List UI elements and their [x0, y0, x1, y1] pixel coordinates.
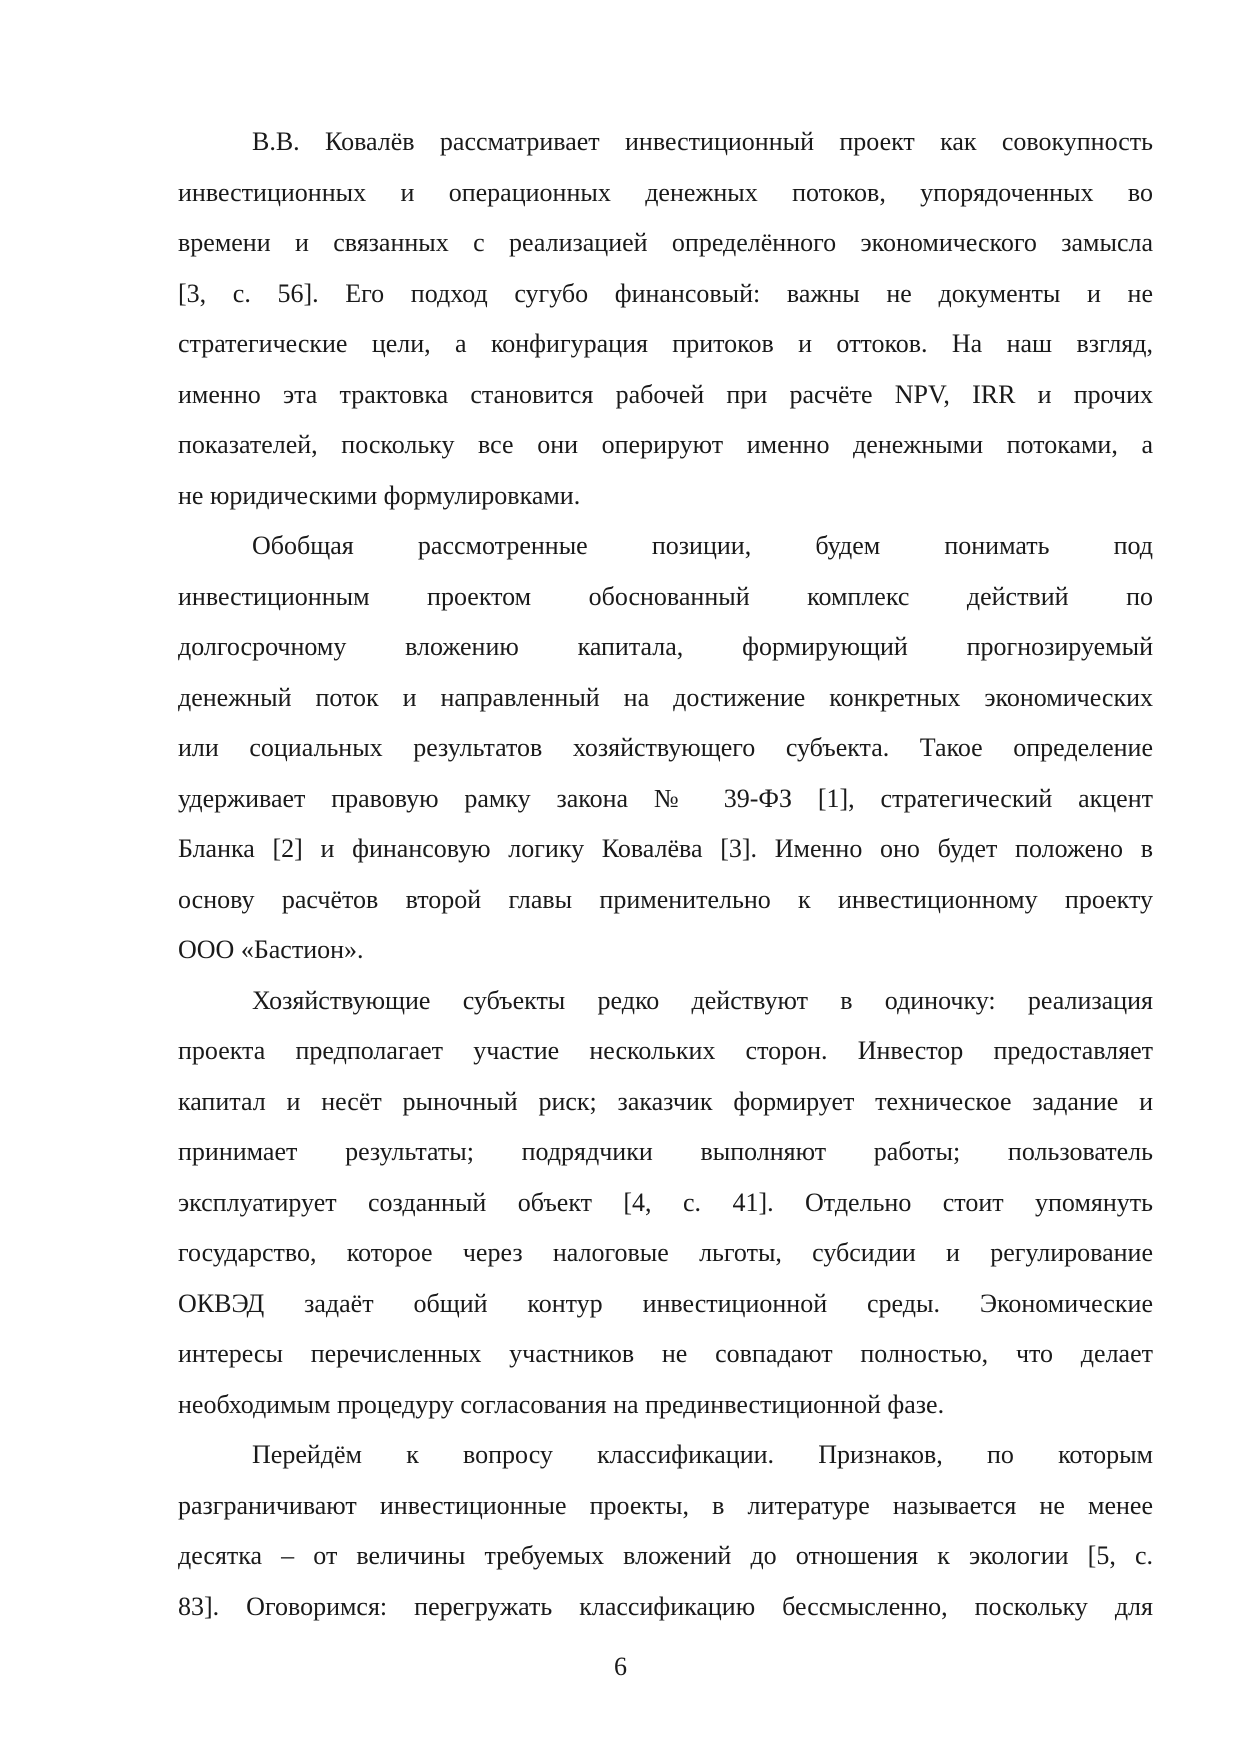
- paragraph-3-line-3: капитал и несёт рыночный риск; заказчик формирует техническое задание и: [178, 1086, 1153, 1116]
- paragraph-2-line-7: Бланка [2] и финансовую логику Ковалёва [3]. Именно оно будет положено в: [178, 834, 1153, 863]
- body-text: [178, 117, 1153, 1632]
- paragraph-2-line-8: основу расчётов второй главы применительно к инвестиционному проекту: [178, 884, 1153, 914]
- paragraph-3-line-5: эксплуатирует созданный объект [4, с. 41]. Отдельно стоит упомянуть: [178, 1187, 1153, 1217]
- paragraph-3-line-1: Хозяйствующие субъекты редко действуют в одиночку: реализация: [252, 985, 1153, 1015]
- paragraph-2-line-3: долгосрочному вложению капитала, формирующий прогнозируемый: [178, 632, 1153, 661]
- paragraph-2-line-9: ООО «Бастион».: [178, 935, 364, 964]
- paragraph-1-line-2: инвестиционных и операционных денежных потоков, упорядоченных во: [178, 177, 1153, 207]
- paragraph-1-line-1: В.В. Ковалёв рассматривает инвестиционный проект как совокупность: [252, 127, 1153, 156]
- paragraph-1-line-6: именно эта трактовка становится рабочей при расчёте NPV, IRR и прочих: [178, 379, 1153, 409]
- paragraph-2-line-1: Обобщая рассмотренные позиции, будем понимать под: [252, 531, 1153, 560]
- paragraph-2-line-4: денежный поток и направленный на достижение конкретных экономических: [178, 682, 1153, 712]
- paragraph-4-line-2: разграничивают инвестиционные проекты, в литературе называется не менее: [178, 1490, 1153, 1520]
- page-number: 6: [614, 1652, 627, 1681]
- paragraph-3-line-6: государство, которое через налоговые льготы, субсидии и регулирование: [178, 1238, 1153, 1267]
- paragraph-1-line-7: показателей, поскольку все они оперируют именно денежными потоками, а: [178, 430, 1153, 459]
- paragraph-4-line-3: десятка – от величины требуемых вложений до отношения к экологии [5, с.: [178, 1541, 1153, 1570]
- paragraph-1-line-8: не юридическими формулировками.: [178, 480, 581, 510]
- paragraph-3-line-4: принимает результаты; подрядчики выполняют работы; пользователь: [178, 1137, 1153, 1166]
- paragraph-3-line-8: интересы перечисленных участников не совпадают полностью, что делает: [178, 1339, 1153, 1368]
- paragraph-4-line-4: 83]. Оговоримся: перегружать классификацию бессмысленно, поскольку для: [178, 1591, 1153, 1621]
- paragraph-1-line-3: времени и связанных с реализацией определённого экономического замысла: [178, 228, 1153, 257]
- paragraph-3-line-9: необходимым процедуру согласования на прединвестиционной фазе.: [178, 1389, 945, 1419]
- paragraph-2-line-5: или социальных результатов хозяйствующего субъекта. Такое определение: [178, 733, 1153, 762]
- paragraph-2-line-6: удерживает правовую рамку закона № 39-ФЗ [1], стратегический акцент: [178, 783, 1153, 813]
- paragraph-2-line-2: инвестиционным проектом обоснованный комплекс действий по: [178, 581, 1153, 611]
- paragraph-1-line-5: стратегические цели, а конфигурация притоков и оттоков. На наш взгляд,: [178, 329, 1153, 358]
- paragraph-3-line-2: проекта предполагает участие нескольких сторон. Инвестор предоставляет: [178, 1036, 1153, 1065]
- paragraph-3-line-7: ОКВЭД задаёт общий контур инвестиционной среды. Экономические: [178, 1288, 1153, 1318]
- paragraph-4-line-1: Перейдём к вопросу классификации. Признаков, по которым: [252, 1440, 1153, 1469]
- paragraph-1-line-4: [3, с. 56]. Его подход сугубо финансовый: важны не документы и не: [178, 278, 1153, 308]
